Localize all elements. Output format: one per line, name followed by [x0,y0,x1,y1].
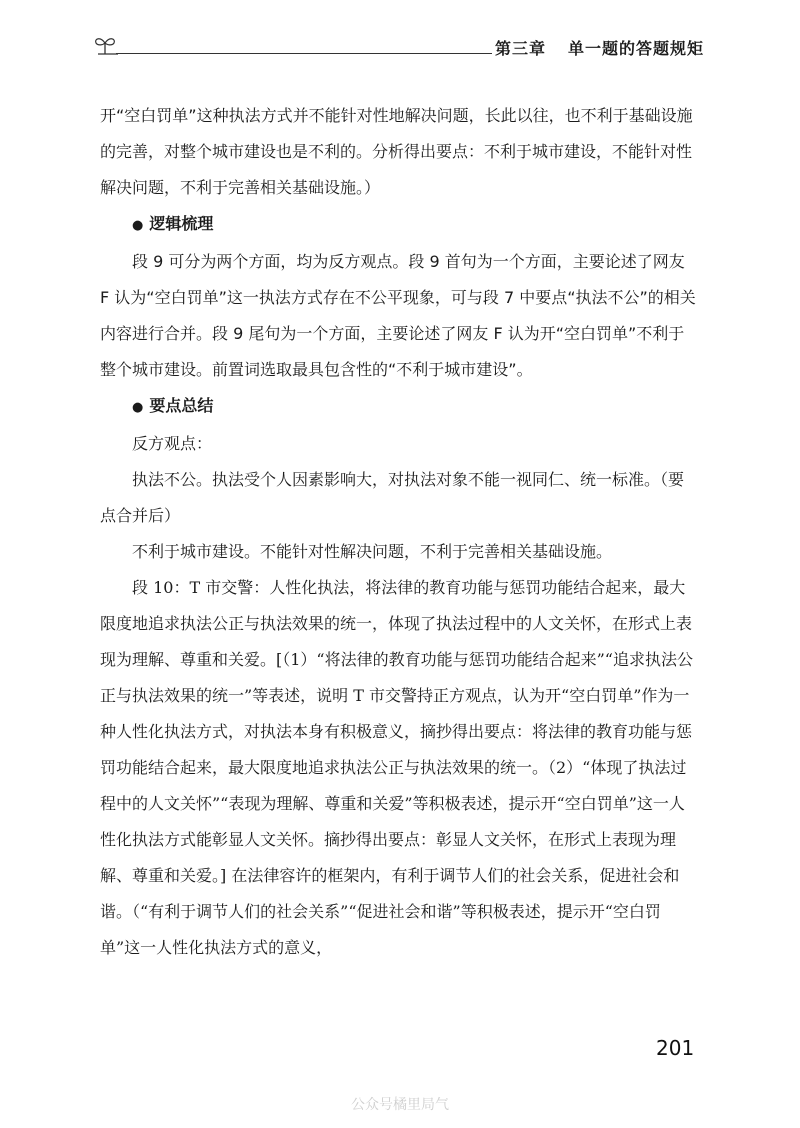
section-heading-logic: ● 逻辑梳理 [100,206,698,244]
sprout-icon [92,32,118,58]
header-rule [116,53,492,54]
paragraph-1: 开“空白罚单”这种执法方式并不能针对性地解决问题，长此以往，也不利于基础设施的完善，对整个城市建设也是不利的。分析得出要点：不利于城市建设，不能针对性解决问题，不利于完善相关基础设施。） [100,106,693,197]
paragraph-2: 段 9 可分为两个方面，均为反方观点。段 9 首句为一个方面，主要论述了网友 F 认为“空白罚单”这一执法方式存在不公平现象，可与段 7 中要点“执法不公”的相关内容进行合并。段 9 尾句为一个方面，主要论述了网友 F 认为开“空白罚单”不利于整个城市建设。前置词选取最具包含性的“不利于城市建设”。 [100,252,696,379]
page-body [100,98,698,966]
watermark-text: 公众号橘里局气 [351,1097,449,1113]
paragraph-3: 反方观点： [132,434,213,453]
paragraph-4: 执法不公。执法受个人因素影响大，对执法对象不能一视同仁、统一标准。（要点合并后） [100,470,685,525]
page-number: 201 [656,1036,695,1060]
section-heading-summary: ● 要点总结 [100,388,698,426]
chapter-title: 单一题的答题规矩 [567,39,704,58]
paragraph-6: 段 10：T 市交警：人性化执法，将法律的教育功能与惩罚功能结合起来，最大限度地追求执法公正与执法效果的统一，体现了执法过程中的人文关怀，在形式上表现为理解、尊重和关爱。[（1）“将法律的教育功能与惩罚功能结合起来”“追求执法公正与执法效果的统一”等表述，说明 T 市交警持正方观点，认为开“空白罚单”作为一种人性化执法方式，对执法本身有积极意义，摘抄得出要点：将法律的教育功能与惩罚功能结合起来，最大限度地追求执法公正与执法效果的统一。（2）“体现了执法过程中的人文关怀”“表现为理解、尊重和关爱”等积极表述，提示开“空白罚单”这一人性化执法方式能彰显人文关怀。摘抄得出要点：彰显人文关怀，在形式上表现为理解、尊重和关爱。] 在法律容许的框架内，有利于调节人们的社会关系，促进社会和谐。（“有利于调节人们的社会关系”“促进社会和谐”等积极表述，提示开“空白罚单”这一人性化执法方式的意义， [100,578,693,957]
running-header [92,36,704,58]
chapter-heading [495,36,704,59]
paragraph-5: 不利于城市建设。不能针对性解决问题，不利于完善相关基础设施。 [132,542,613,561]
chapter-number: 第三章 [494,39,546,58]
